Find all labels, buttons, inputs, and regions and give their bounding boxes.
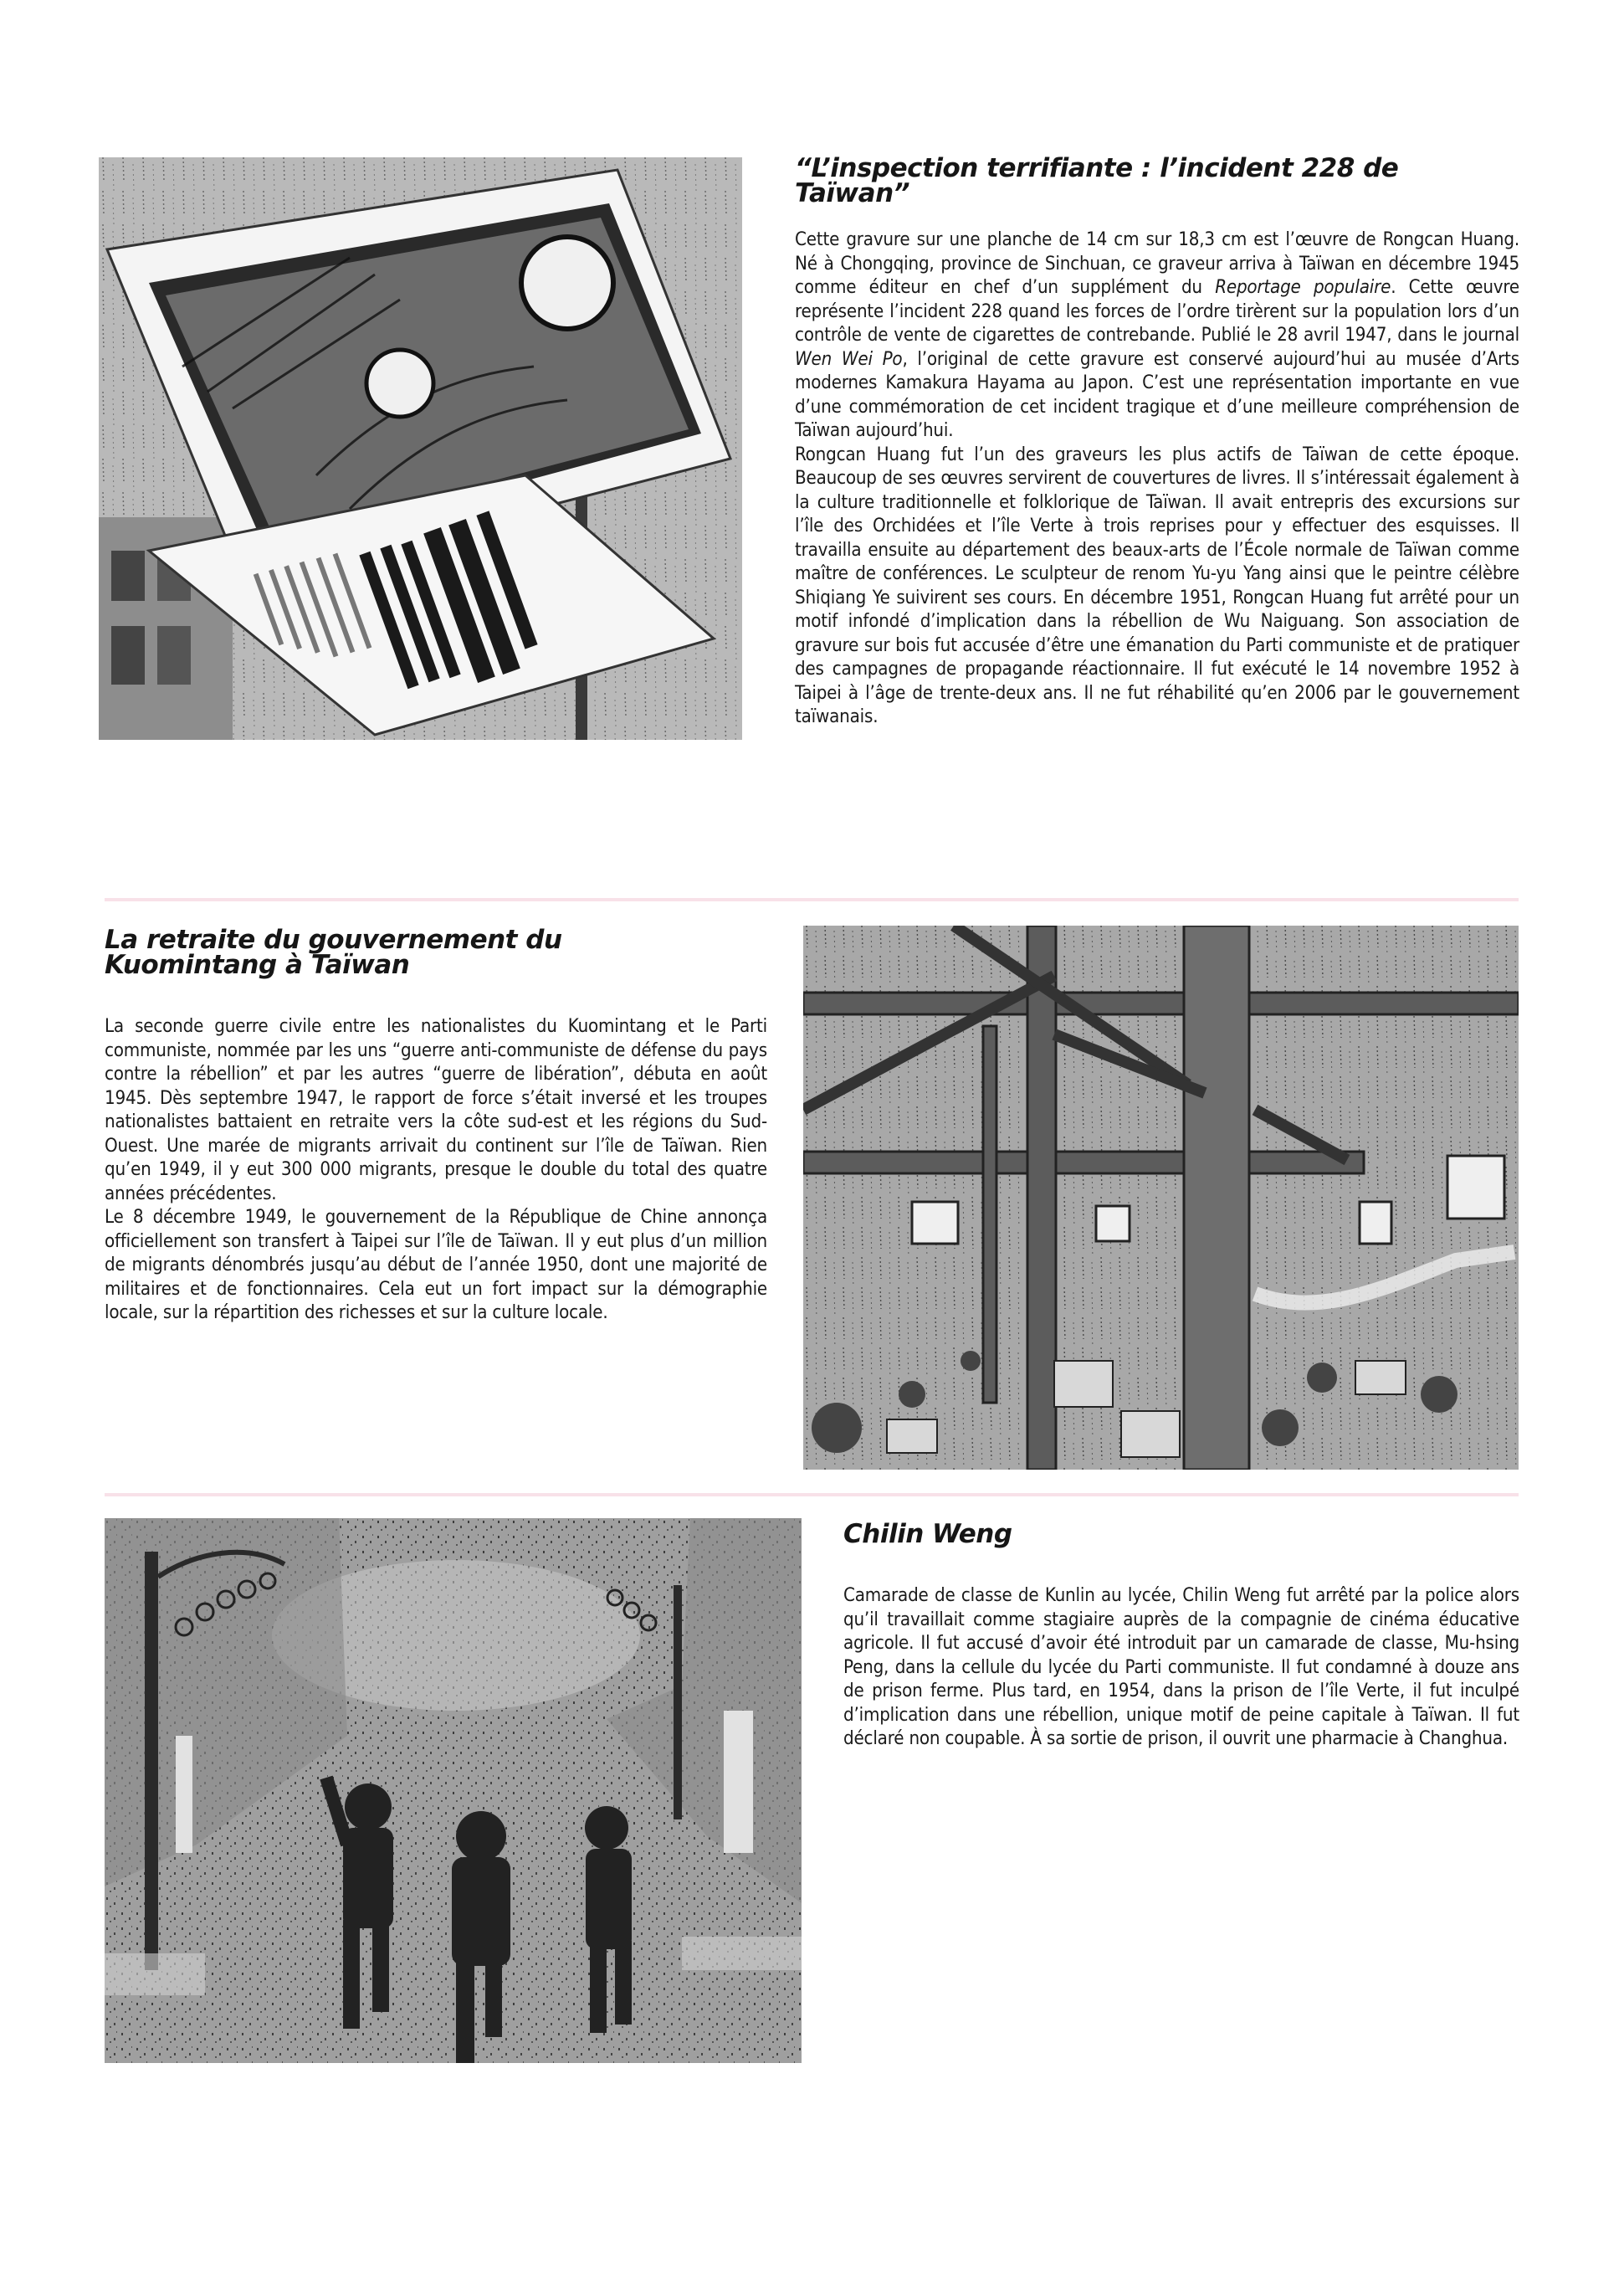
- paragraph: Rongcan Huang fut l’un des graveurs les plus actifs de Taïwan de cette époque. Beaucoup de ses œuvres servirent de couvertures de livres. Il s’intéressait également à la culture traditionnelle et folklorique de Taïwan. Il avait entrepris des excursions sur l’île des Orchidées et l’île Verte à trois reprises pour y effectuer des esquisses. Il travailla ensuite au département des beaux-arts de l’École normale de Taïwan comme maître de conférences. Le sculpteur de renom Yu-yu Yang ainsi que le peintre célèbre Shiqiang Ye suivirent ses cours. En décembre 1951, Rongcan Huang fut arrêté pour un motif infondé d’implication dans la rébellion de Wu Naiguang. Son association de gravure sur bois fut accusée d’être une émanation du Parti communiste et de pratiquer des campagnes de propagande réactionnaire. Il fut exécuté le 14 novembre 1952 à Taipei à l’âge de trente-deux ans. Il ne fut réhabilité qu’en 2006 par le gouvernement taïwanais.: [795, 443, 1519, 727]
- section-title-kuomintang-retreat: La retraite du gouvernement du Kuomintang à Taïwan: [105, 925, 562, 980]
- section-kuomintang-retreat: [105, 927, 767, 1325]
- section-body-kuomintang-retreat: [105, 1014, 767, 1325]
- night-street-three-men-illustration: [105, 1518, 802, 2063]
- paragraph: Camarade de classe de Kunlin au lycée, Chilin Weng fut arrêté par la police alors qu’il travaillait comme stagiaire auprès de la compagnie de cinéma éducative agricole. Il fut accusé d’avoir été introduit par un camarade de classe, Mu-hsing Peng, dans la cellule du lycée du Parti communiste. Il fut condamné à douze ans de prison ferme. Plus tard, en 1954, dans la prison de l’île Verte, il fut inculpé d’implication dans une rébellion, unique motif de peine capitale à Taïwan. Il fut déclaré non coupable. À sa sortie de prison, il ouvrit une pharmacie à Changhua.: [843, 1584, 1519, 1749]
- section-divider: [105, 1493, 1519, 1496]
- section-chilin-weng: [843, 1519, 1519, 1751]
- section-body-chilin-weng: [843, 1583, 1519, 1751]
- italic-title: Wen Wei Po: [795, 347, 903, 370]
- paragraph: La seconde guerre civile entre les nationalistes du Kuomintang et le Parti communiste, nommée par les uns “guerre anti-communiste de défense du pays contre la rébellion” et par les autres “guerre de libération”, débuta en août 1945. Dès septembre 1947, le rapport de force s’était inversé et les troupes nationalistes battaient en retraite vers la côte sud-est et les régions du Sud-Ouest. Une marée de migrants arrivait du continent sur l’île de Taïwan. Rien qu’en 1949, il y eut 300 000 migrants, presque le double du total des quatre années précédentes.: [105, 1015, 767, 1204]
- warehouse-graphic: [803, 926, 1519, 1470]
- section-divider: [105, 898, 1519, 901]
- warehouse-migrants-illustration: [803, 926, 1519, 1470]
- italic-title: Reportage populaire: [1215, 276, 1391, 298]
- section-title-chilin-weng: Chilin Weng: [843, 1519, 1012, 1549]
- woodcut-graphic: [99, 157, 742, 740]
- woodcut-illustration-228-incident: [99, 157, 742, 740]
- paragraph: Cette gravure sur une planche de 14 cm sur 18,3 cm est l’œuvre de Rongcan Huang. Né à Chongqing, province de Sinchuan, ce graveur arriva à Taïwan en décembre 1945 comme éditeur en chef d’un supplément du Reportage populaire. Cette œuvre représente l’incident 228 quand les forces de l’ordre tirèrent sur la population lors d’un contrôle de vente de cigarettes de contrebande. Publié le 28 avril 1947, dans le journal Wen Wei Po, l’original de cette gravure est conservé aujourd’hui au musée d’Arts modernes Kamakura Hayama au Japon. C’est une représentation importante en vue d’une commémoration de cet incident tragique et d’une meilleure compréhension de Taïwan aujourd’hui.: [795, 228, 1520, 441]
- section-incident-228: [795, 153, 1520, 729]
- night-street-graphic: [105, 1518, 802, 2063]
- paragraph: Le 8 décembre 1949, le gouvernement de la République de Chine annonça officiellement son transfert à Taipei sur l’île de Taïwan. Il y eut plus d’un million de migrants dénombrés jusqu’au début de l’année 1950, dont une majorité de militaires et de fonctionnaires. Cela eut un fort impact sur la démographie locale, sur la répartition des richesses et sur la culture locale.: [105, 1206, 767, 1323]
- section-title-incident-228: “L’inspection terrifiante : l’incident 228 de Taïwan”: [795, 153, 1399, 208]
- section-body-incident-228: [795, 228, 1519, 729]
